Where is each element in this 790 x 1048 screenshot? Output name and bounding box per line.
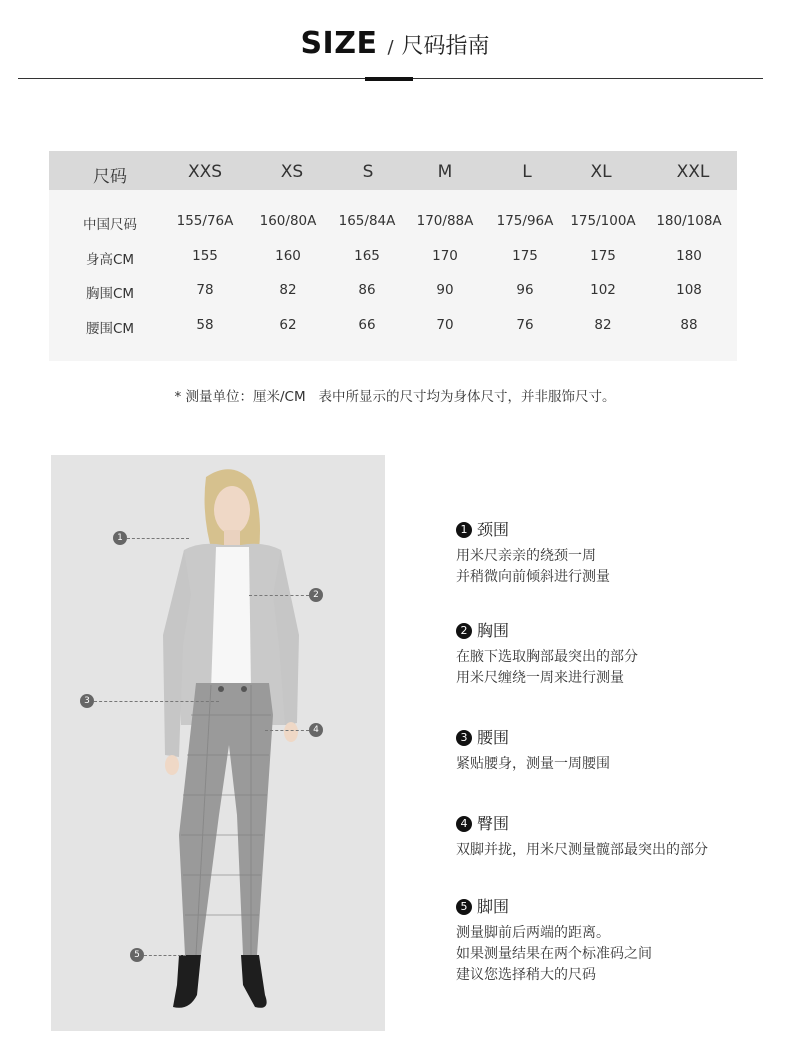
table-cell: 165/84A	[338, 213, 396, 229]
marker-leader-5	[144, 955, 186, 956]
table-cell: 175	[512, 248, 538, 264]
guide-text-foot-1: 测量脚前后两端的距离。	[456, 925, 610, 941]
photo-marker-2: 2	[309, 588, 323, 602]
header-accent-bar	[365, 77, 413, 81]
size-col-xs: XS	[280, 162, 304, 182]
table-cell: 160/80A	[259, 213, 317, 229]
guide-text-neck-2: 并稍微向前倾斜进行测量	[456, 569, 610, 585]
table-cell: 175/100A	[570, 213, 636, 229]
table-cell: 180	[676, 248, 702, 264]
title-english: SIZE	[300, 26, 378, 61]
measurement-note: * 测量单位：厘米/CM 表中所显示的尺寸均为身体尺寸，并非服饰尺寸。	[174, 389, 616, 405]
guide-title-neck: 颈围	[477, 520, 510, 539]
table-cell: 82	[594, 317, 612, 333]
photo-marker-3: 3	[80, 694, 94, 708]
table-cell: 62	[279, 317, 297, 333]
size-col-xxl: XXL	[676, 162, 710, 182]
guide-heading-waist	[456, 725, 509, 748]
table-cell: 82	[279, 282, 297, 298]
table-cell: 70	[436, 317, 454, 333]
title-slash: /	[387, 37, 394, 58]
table-cell: 175/96A	[496, 213, 554, 229]
table-cell: 180/108A	[656, 213, 722, 229]
guide-heading-neck	[456, 517, 509, 540]
guide-text-chest-2: 用米尺缠绕一周来进行测量	[456, 670, 624, 686]
photo-marker-4: 4	[309, 723, 323, 737]
model-photo	[51, 455, 385, 1031]
table-cell: 88	[680, 317, 698, 333]
guide-title-waist: 腰围	[477, 728, 510, 747]
guide-text-foot-2: 如果测量结果在两个标准码之间	[456, 946, 652, 962]
model-figure-illustration	[51, 455, 385, 1031]
marker-leader-1	[127, 538, 189, 539]
table-cell: 78	[196, 282, 214, 298]
table-cell: 108	[676, 282, 702, 298]
guide-text-foot-3: 建议您选择稍大的尺码	[456, 967, 596, 983]
size-header-label: 尺码	[93, 167, 127, 187]
table-cell: 155/76A	[176, 213, 234, 229]
size-col-s: S	[362, 162, 374, 182]
marker-leader-3	[94, 701, 219, 702]
guide-text-hip-1: 双脚并拢，用米尺测量髋部最突出的部分	[456, 842, 708, 858]
table-cell: 160	[275, 248, 301, 264]
guide-heading-chest	[456, 618, 509, 641]
guide-number-2: 2	[456, 623, 472, 639]
guide-text-waist-1: 紧贴腰身，测量一周腰围	[456, 756, 610, 772]
guide-title-chest: 胸围	[477, 621, 510, 640]
table-cell: 90	[436, 282, 454, 298]
row-label-height: 身高CM	[85, 252, 135, 268]
guide-title-foot: 脚围	[477, 897, 510, 916]
guide-text-chest-1: 在腋下选取胸部最突出的部分	[456, 649, 638, 665]
guide-number-1: 1	[456, 522, 472, 538]
size-col-xxs: XXS	[187, 162, 223, 182]
table-cell: 58	[196, 317, 214, 333]
guide-number-5: 5	[456, 899, 472, 915]
size-col-l: L	[522, 162, 532, 182]
table-cell: 66	[358, 317, 376, 333]
table-cell: 76	[516, 317, 534, 333]
guide-heading-foot	[456, 894, 509, 917]
size-table-header	[49, 151, 737, 190]
photo-marker-5: 5	[130, 948, 144, 962]
row-label-chest: 胸围CM	[85, 286, 135, 302]
marker-leader-4	[265, 730, 309, 731]
row-label-waist: 腰围CM	[85, 321, 135, 337]
table-cell: 102	[590, 282, 616, 298]
size-col-m: M	[437, 162, 453, 182]
table-cell: 170	[432, 248, 458, 264]
guide-title-hip: 臀围	[477, 814, 510, 833]
guide-text-neck-1: 用米尺亲亲的绕颈一周	[456, 548, 596, 564]
table-cell: 96	[516, 282, 534, 298]
table-cell: 170/88A	[416, 213, 474, 229]
row-label-cn-size: 中国尺码	[83, 217, 137, 233]
table-cell: 175	[590, 248, 616, 264]
size-col-xl: XL	[590, 162, 612, 182]
table-cell: 155	[192, 248, 218, 264]
table-cell: 165	[354, 248, 380, 264]
guide-number-4: 4	[456, 816, 472, 832]
page-title	[0, 26, 790, 61]
photo-marker-1: 1	[113, 531, 127, 545]
title-chinese: 尺码指南	[401, 34, 490, 59]
table-cell: 86	[358, 282, 376, 298]
marker-leader-2	[249, 595, 309, 596]
guide-number-3: 3	[456, 730, 472, 746]
guide-heading-hip	[456, 811, 509, 834]
